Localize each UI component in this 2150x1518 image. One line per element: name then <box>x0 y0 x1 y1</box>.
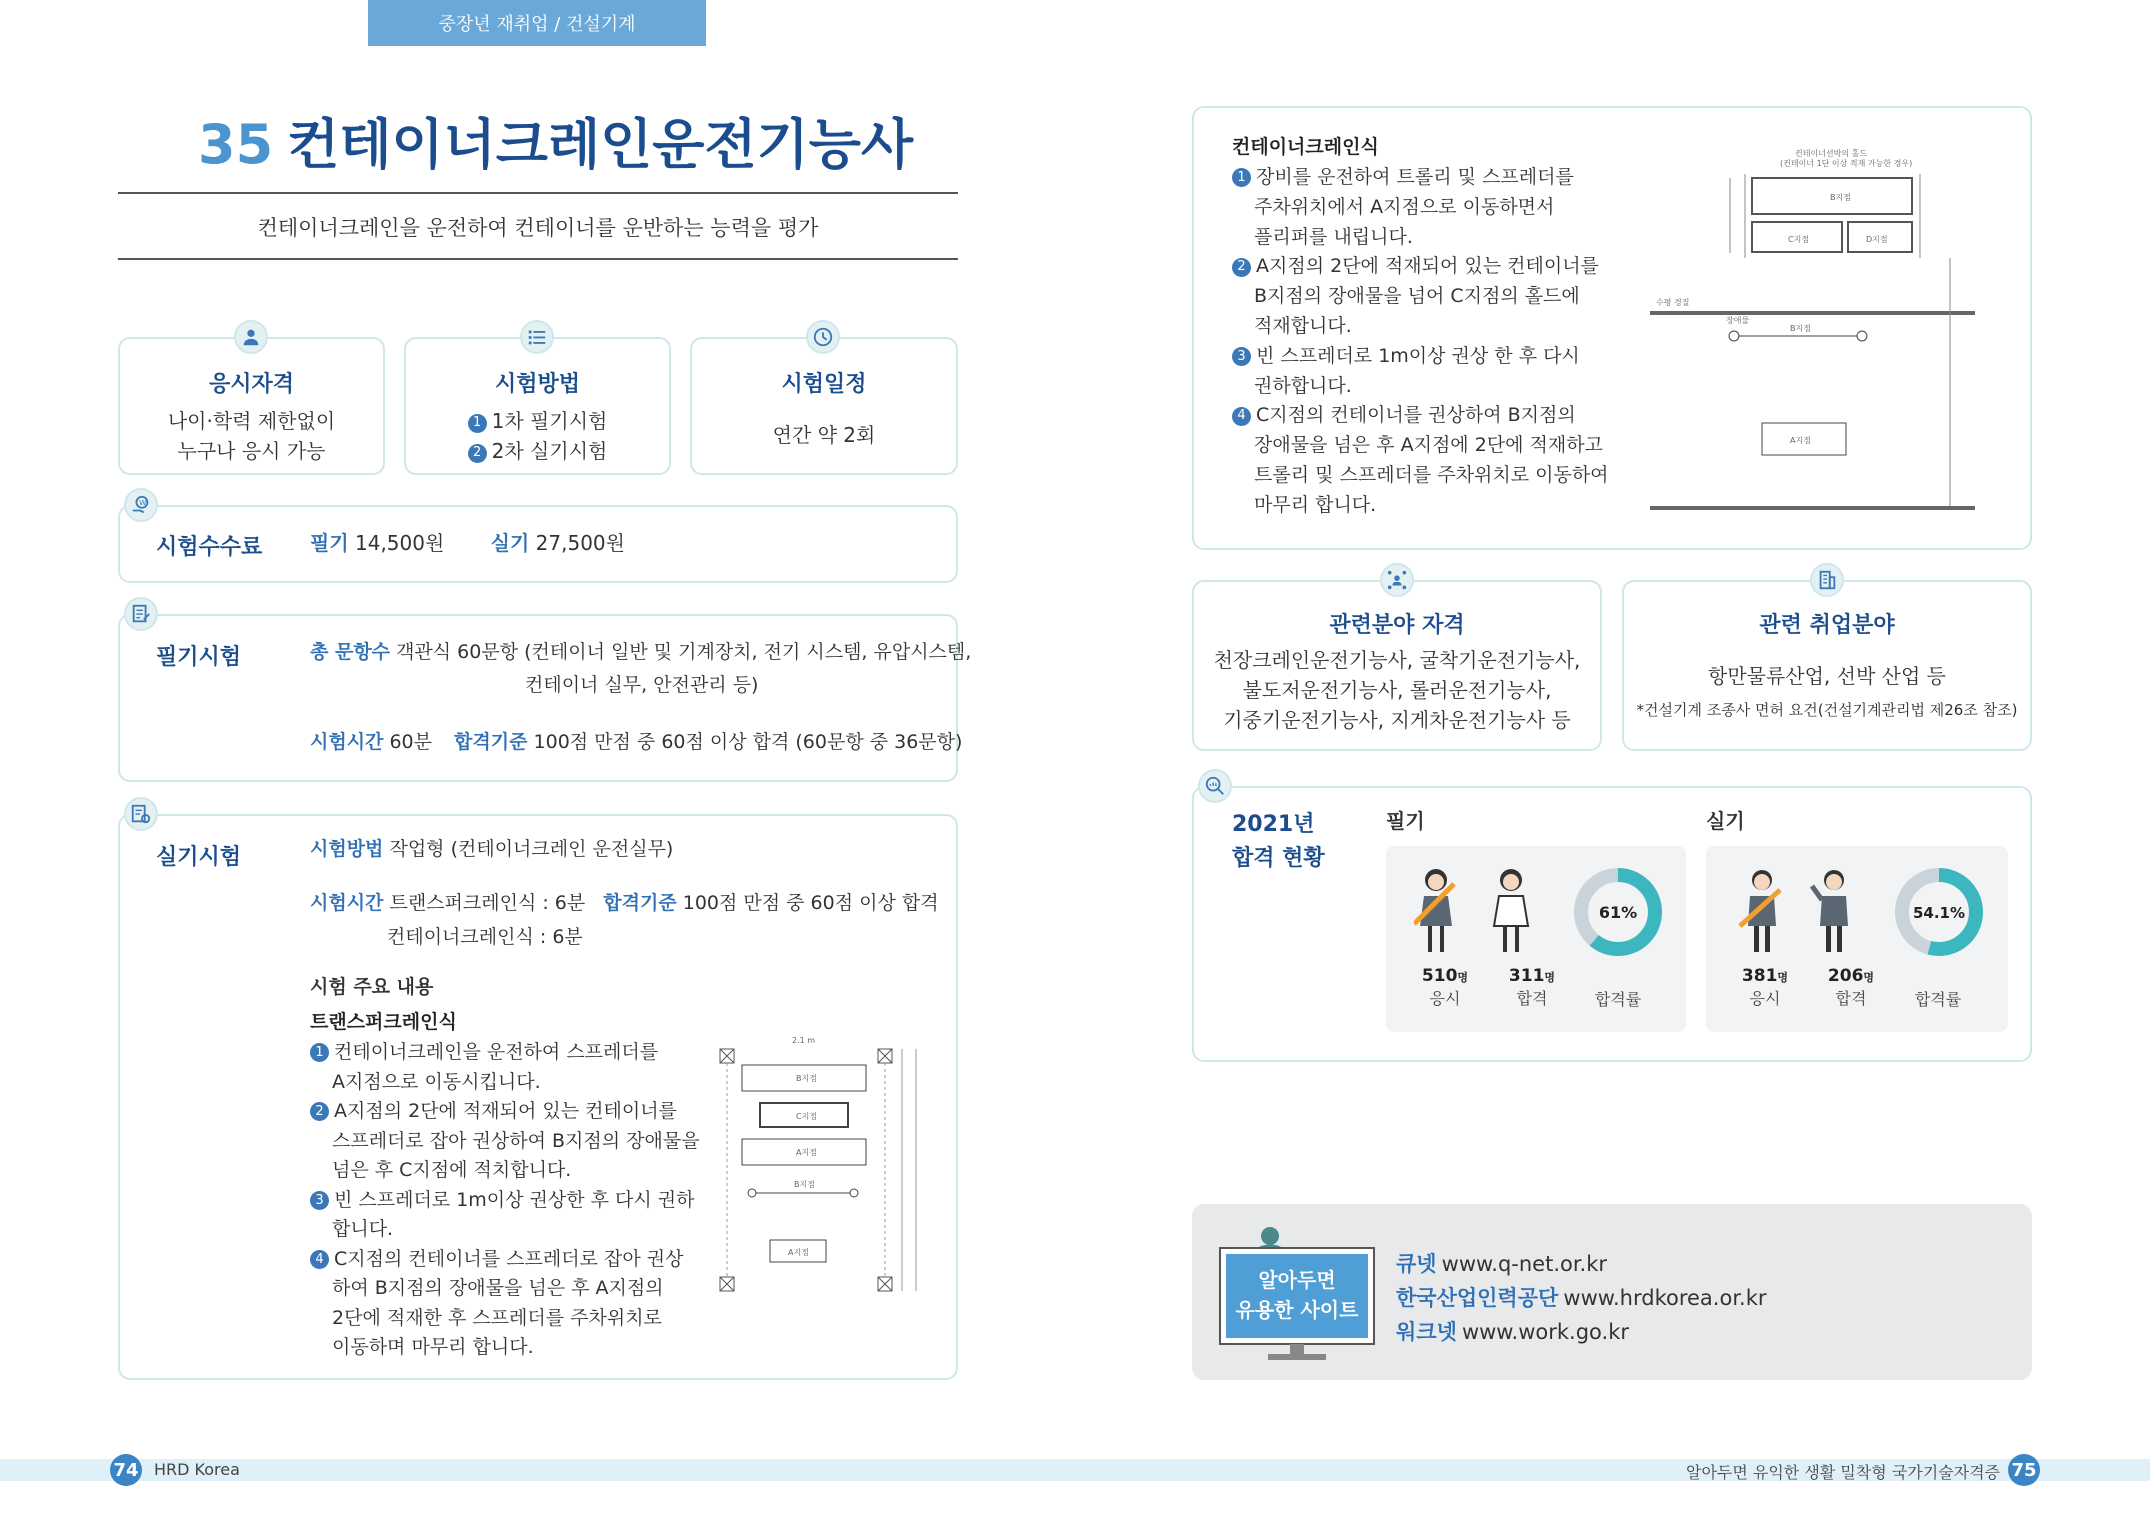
schedule-text: 연간 약 2회 <box>772 423 876 447</box>
written-applicants: 510명 응시 <box>1421 966 1469 1008</box>
transfer-step: 1 컨테이너크레인을 운전하여 스프레더를 <box>310 1038 710 1068</box>
divider <box>118 258 958 260</box>
fee-written-label: 필기 <box>310 531 349 555</box>
fee-label: 시험수수료 <box>156 535 263 560</box>
title-number: 35 <box>198 113 274 176</box>
transfer-title: 트랜스퍼크레인식 <box>310 1011 457 1033</box>
related-qual-card: 관련분야 자격 천장크레인운전기능사, 굴착기운전기능사, 불도저운전기능사, 롤러운전기능사, 기중기운전기능사, 지게차운전기능사 등 <box>1192 580 1602 751</box>
written-pass-donut <box>1573 867 1663 957</box>
schedule-title: 시험일정 <box>781 372 867 397</box>
right-page-number: 75 <box>2008 1454 2040 1486</box>
related-qual-title: 관련분야 자격 <box>1329 613 1465 638</box>
svg-text:장애물: 장애물 <box>1726 316 1750 325</box>
divider <box>118 192 958 194</box>
chart-search-icon <box>1198 769 1232 803</box>
eligibility-card <box>118 337 385 475</box>
fee-values <box>310 528 625 558</box>
practical-people-icon <box>1736 866 1866 956</box>
count-label: 총 문항수 <box>310 641 391 663</box>
fee-practical-value: 27,500원 <box>535 531 625 555</box>
transfer-step: 2 A지점의 2단에 적재되어 있는 컨테이너를 <box>310 1097 710 1127</box>
written-exam-label: 필기시험 <box>156 645 242 670</box>
section-tag: 중장년 재취업 / 건설기계 <box>368 0 706 46</box>
person-icon <box>234 320 268 354</box>
transfer-step: 4 C지점의 컨테이너를 스프레더로 잡아 권상 <box>310 1245 710 1275</box>
practical-time-2: 컨테이너크레인식 : 6분 <box>387 926 583 948</box>
site-item <box>1396 1316 1767 1350</box>
related-job-title: 관련 취업분야 <box>1759 613 1895 638</box>
site-url-link[interactable]: www.q-net.or.kr <box>1441 1252 1608 1276</box>
svg-text:D지점: D지점 <box>1866 235 1888 244</box>
job-note: *건설기계 조종사 면허 요건(건설기계관리법 제26조 참조) <box>1636 701 2018 719</box>
transfer-crane-diagram <box>712 1035 922 1300</box>
pass-label: 합격기준 <box>454 731 528 753</box>
site-url-link[interactable]: www.work.go.kr <box>1461 1320 1629 1344</box>
method-item: 2 2차 실기시험 <box>406 436 669 466</box>
method-card <box>404 337 671 475</box>
eligibility-line: 누구나 응시 가능 <box>177 439 326 463</box>
coin-hand-icon <box>124 488 158 522</box>
useful-sites-box-text: 알아두면 유용한 사이트 <box>1235 1268 1359 1322</box>
method-item: 1 1차 필기시험 <box>406 406 669 436</box>
practical-method: 시험방법 작업형 (컨테이너크레인 운전실무) <box>310 838 674 860</box>
site-name-link[interactable]: 한국산업인력공단 <box>1396 1286 1559 1310</box>
related-job-card: 관련 취업분야 항만물류산업, 선박 산업 등 *건설기계 조종사 면허 요건(건설기계관리법 제26조 참조) <box>1622 580 2032 751</box>
svg-text:A지점: A지점 <box>1790 436 1811 445</box>
practical-applicants: 381명 응시 <box>1741 966 1789 1008</box>
svg-text:수평 경질: 수평 경질 <box>1656 298 1690 307</box>
eligibility-title: 응시자격 <box>208 372 294 397</box>
stats-written-label: 필기 <box>1386 809 1425 833</box>
written-passed: 311명 합격 <box>1508 966 1556 1008</box>
left-page-number: 74 <box>110 1454 142 1486</box>
svg-text:B지점: B지점 <box>1790 324 1811 333</box>
transfer-step: 3 빈 스프레더로 1m이상 권상한 후 다시 권하 <box>310 1186 710 1216</box>
title-name: 컨테이너크레인운전기능사 <box>287 113 914 176</box>
clock-icon <box>806 320 840 354</box>
document-gear-icon <box>124 797 158 831</box>
stats-practical-label: 실기 <box>1706 809 1745 833</box>
number-badge: 1 <box>468 414 487 433</box>
page-title <box>198 102 913 179</box>
number-badge: 2 <box>468 444 487 463</box>
svg-text:(컨테이너 1단 이상 적재 가능한 경우): (컨테이너 1단 이상 적재 가능한 경우) <box>1780 159 1913 168</box>
eligibility-line: 나이·학력 제한없이 <box>167 409 336 433</box>
site-url-link[interactable]: www.hrdkorea.or.kr <box>1563 1286 1767 1310</box>
crane-step: 4 C지점의 컨테이너를 권상하여 B지점의 <box>1232 401 1652 431</box>
schedule-card <box>690 337 958 475</box>
svg-text:A지점: A지점 <box>796 1148 817 1157</box>
practical-pass-donut <box>1894 867 1984 957</box>
user-network-icon <box>1380 563 1414 597</box>
svg-text:W: W <box>139 498 147 507</box>
crane-step: 2 A지점의 2단에 적재되어 있는 컨테이너를 <box>1232 252 1652 282</box>
written-people-icon <box>1414 866 1544 956</box>
site-item <box>1396 1248 1767 1282</box>
written-rate-label: 합격률 <box>1594 990 1642 1009</box>
svg-text:B지점: B지점 <box>1830 193 1851 202</box>
written-count-cont: 컨테이너 실무, 안전관리 등) <box>525 674 759 696</box>
svg-text:C지점: C지점 <box>1788 235 1810 244</box>
site-item <box>1396 1282 1767 1316</box>
diagram-label: A지점 <box>788 1248 809 1257</box>
svg-text:B지점: B지점 <box>796 1074 817 1083</box>
practical-rate-label: 합격률 <box>1914 990 1962 1009</box>
practical-rate: 54.1% <box>1912 904 1966 922</box>
stats-title: 2021년 합격 현황 <box>1232 812 1325 871</box>
content-label: 시험 주요 내용 <box>310 976 434 998</box>
svg-text:C지점: C지점 <box>796 1112 818 1121</box>
fee-written-value: 14,500원 <box>355 531 445 555</box>
building-icon <box>1810 563 1844 597</box>
footer-left-text: HRD Korea <box>154 1460 240 1479</box>
written-time-pass: 시험시간 60분 합격기준 100점 만점 중 60점 이상 합격 (60문항 중 36문항) <box>310 731 963 753</box>
svg-text:B지점: B지점 <box>794 1180 815 1189</box>
fee-practical-label: 실기 <box>490 531 530 555</box>
time-label: 시험시간 <box>310 731 384 753</box>
crane-step: 1 장비를 운전하여 트롤리 및 스프레더를 <box>1232 163 1652 193</box>
list-icon <box>520 320 554 354</box>
document-pen-icon <box>124 597 158 631</box>
container-crane-diagram <box>1650 148 1980 518</box>
container-crane-title: 컨테이너크레인식 <box>1232 136 1379 158</box>
site-name-link[interactable]: 워크넷 <box>1396 1320 1457 1344</box>
subtitle: 컨테이너크레인을 운전하여 컨테이너를 운반하는 능력을 평가 <box>257 216 819 240</box>
practical-time: 시험시간 트랜스퍼크레인식 : 6분 합격기준 100점 만점 중 60점 이상 합격 <box>310 892 939 914</box>
footer-right-text: 알아두면 유익한 생활 밀착형 국가기술자격증 <box>1685 1463 2000 1482</box>
transfer-steps: 1 컨테이너크레인을 운전하여 스프레더를 A지점으로 이동시킵니다. 2 A지점의 2단에 적재되어 있는 컨테이너를 스프레더로 잡아 권상하여 B지점의 장애물을 넘은 후 C지점에 적치합니다. 3 빈 스프레더로 1m이상 권상한 후 다시 권하 합니다. 4 C지점의 컨테이너를 스프레더로 잡아 권상 하여 B지점의 장애물을 넘은 후 A지점의 2단에 적재한 후 스프레더를 주차위치로 이동하며 마무리 합니다. <box>310 1038 710 1363</box>
written-count: 총 문항수 객관식 60문항 (컨테이너 일반 및 기계장치, 전기 시스템, 유압시스템, <box>310 641 972 663</box>
crane-step: 3 빈 스프레더로 1m이상 권상 한 후 다시 <box>1232 342 1652 372</box>
practical-exam-label: 실기시험 <box>156 845 242 870</box>
written-rate: 61% <box>1598 903 1638 922</box>
site-name-link[interactable]: 큐넷 <box>1396 1252 1437 1276</box>
svg-text:컨테이너선박의 홀드: 컨테이너선박의 홀드 <box>1795 149 1868 158</box>
container-crane-steps: 1 장비를 운전하여 트롤리 및 스프레더를 주차위치에서 A지점으로 이동하면서 플리퍼를 내립니다. 2 A지점의 2단에 적재되어 있는 컨테이너를 B지점의 장애물을 넘어 C지점의 홀드에 적재합니다. 3 빈 스프레더로 1m이상 권상 한 후 다시 권하합니다. 4 C지점의 컨테이너를 권상하여 B지점의 장애물을 넘은 후 A지점에 2단에 적재하고 트롤리 및 스프레더를 주차위치로 이동하여 마무리 합니다. <box>1232 163 1652 521</box>
diagram-label: 2.1 m <box>792 1036 816 1045</box>
method-title: 시험방법 <box>494 372 580 397</box>
practical-passed: 206명 합격 <box>1827 966 1875 1008</box>
site-list <box>1396 1248 1767 1350</box>
